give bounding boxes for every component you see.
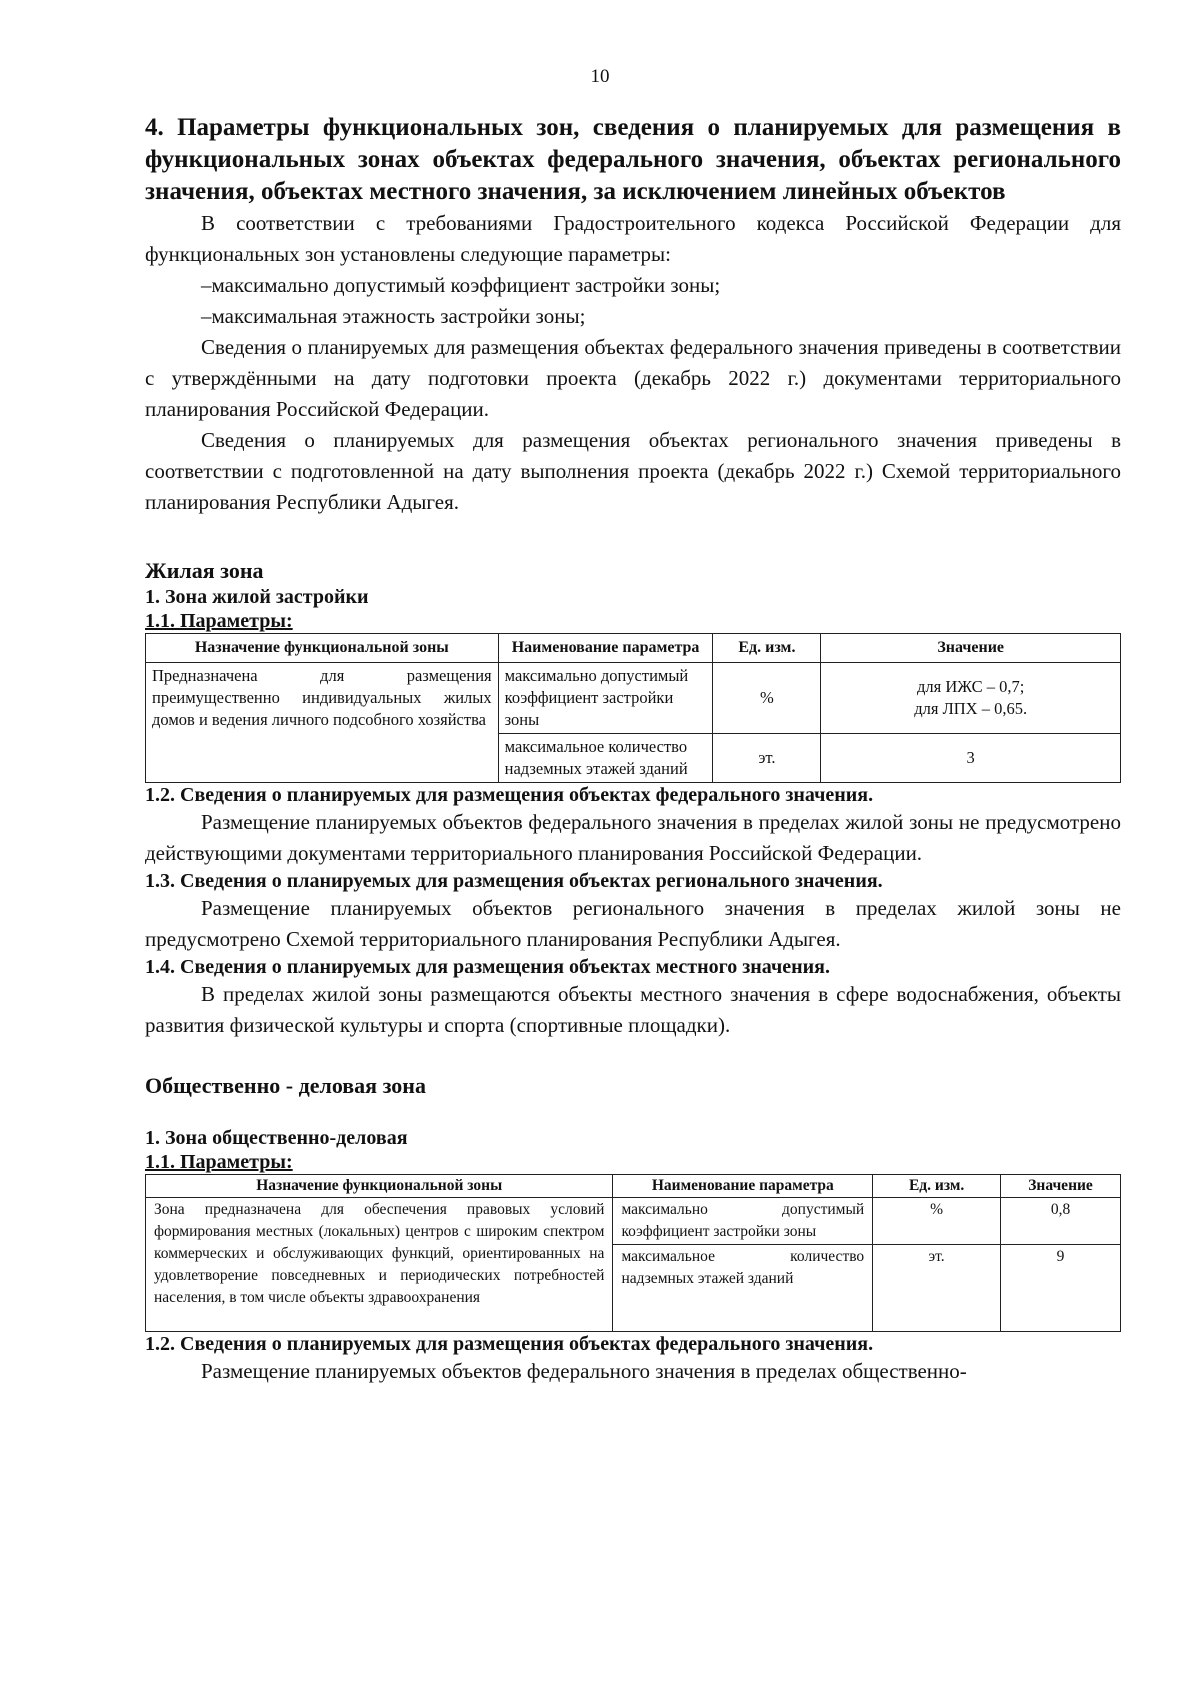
business-parameters-table: [145, 1174, 1121, 1332]
table-row: [146, 663, 1121, 734]
residential-parameters-table: [145, 633, 1121, 783]
residential-parameters-title: 1.1. Параметры:: [145, 610, 293, 632]
value-cell: [821, 663, 1121, 734]
parameter-name-cell: максимально допустимый коэффициент застройки зоны: [498, 663, 713, 734]
local-objects-text: В пределах жилой зоны размещаются объекты местного значения в сфере водоснабжения, объекты развития физической культуры и спорта (спортивные площадки).: [145, 982, 1121, 1037]
business-parameters-title: 1.1. Параметры:: [145, 1151, 293, 1173]
page-number: 10: [590, 66, 610, 87]
table-header-cell: Назначение функциональной зоны: [146, 634, 499, 663]
federal-objects-text: Размещение планируемых объектов федерального значения в пределах общественно-: [201, 1359, 967, 1383]
value-cell: 9: [1001, 1245, 1121, 1332]
table-header-cell: Значение: [821, 634, 1121, 663]
section-heading: 4. Параметры функциональных зон, сведения о планируемых для размещения в функциональных зонах объектах федерального значения, объектах регионального значения, объектах местного значения, за исключением линейных объектов: [145, 114, 1121, 205]
table-row: [146, 1198, 1121, 1245]
value-cell: 3: [821, 734, 1121, 783]
table-header-row: [146, 634, 1121, 663]
unit-cell: эт.: [873, 1245, 1001, 1332]
residential-zone-title: Жилая зона: [145, 558, 264, 583]
page-content: [145, 112, 1121, 1387]
value-line: для ИЖС – 0,7;: [917, 677, 1025, 696]
intro-paragraph: Сведения о планируемых для размещения объектах федерального значения приведены в соответствии с утверждёнными на дату подготовки проекта (декабрь 2022 г.) документами территориального планирования Российской Федерации.: [145, 335, 1121, 421]
table-header-cell: Назначение функциональной зоны: [146, 1175, 613, 1198]
regional-objects-text: Размещение планируемых объектов регионального значения в пределах жилой зоны не предусмотрено Схемой территориального планирования Республики Адыгея.: [145, 896, 1121, 951]
table-header-cell: Значение: [1001, 1175, 1121, 1198]
intro-list-item: –максимальная этажность застройки зоны;: [201, 304, 586, 328]
business-zone-title: Общественно - деловая зона: [145, 1073, 426, 1098]
zone-purpose-cell: Зона предназначена для обеспечения правовых условий формирования местных (локальных) центров с широким спектром коммерческих и обслуживающих функций, ориентированных на удовлетворение повседневных и периодических потребностей населения, в том числе объекты здравоохранения: [146, 1198, 613, 1332]
parameter-name-cell: максимальное количество надземных этажей зданий: [498, 734, 713, 783]
table-header-cell: Наименование параметра: [613, 1175, 873, 1198]
federal-objects-text: Размещение планируемых объектов федерального значения в пределах жилой зоны не предусмотрено действующими документами территориального планирования Российской Федерации.: [145, 810, 1121, 865]
parameter-name-cell: максимальное количество надземных этажей зданий: [613, 1245, 873, 1332]
intro-paragraph: Сведения о планируемых для размещения объектах регионального значения приведены в соответствии с подготовленной на дату выполнения проекта (декабрь 2022 г.) Схемой территориального планирования Республики Адыгея.: [145, 428, 1121, 514]
residential-subsection-title: 1. Зона жилой застройки: [145, 586, 369, 608]
zone-purpose-cell: Предназначена для размещения преимущественно индивидуальных жилых домов и ведения личного подсобного хозяйства: [146, 663, 499, 783]
local-objects-title: 1.4. Сведения о планируемых для размещения объектах местного значения.: [145, 956, 830, 978]
parameter-name-cell: максимально допустимый коэффициент застройки зоны: [613, 1198, 873, 1245]
table-header-cell: Ед. изм.: [713, 634, 821, 663]
unit-cell: %: [713, 663, 821, 734]
unit-cell: %: [873, 1198, 1001, 1245]
table-header-row: [146, 1175, 1121, 1198]
business-subsection-title: 1. Зона общественно-деловая: [145, 1127, 408, 1149]
intro-paragraph: В соответствии с требованиями Градостроительного кодекса Российской Федерации для функциональных зон установлены следующие параметры:: [145, 211, 1121, 266]
intro-list-item: –максимально допустимый коэффициент застройки зоны;: [201, 273, 721, 297]
table-header-cell: Ед. изм.: [873, 1175, 1001, 1198]
value-line: для ЛПХ – 0,65.: [914, 699, 1028, 718]
value-cell: 0,8: [1001, 1198, 1121, 1245]
table-header-cell: Наименование параметра: [498, 634, 713, 663]
federal-objects-title: 1.2. Сведения о планируемых для размещения объектах федерального значения.: [145, 784, 874, 806]
regional-objects-title: 1.3. Сведения о планируемых для размещения объектах регионального значения.: [145, 870, 883, 892]
federal-objects-title: 1.2. Сведения о планируемых для размещения объектах федерального значения.: [145, 1333, 874, 1355]
unit-cell: эт.: [713, 734, 821, 783]
